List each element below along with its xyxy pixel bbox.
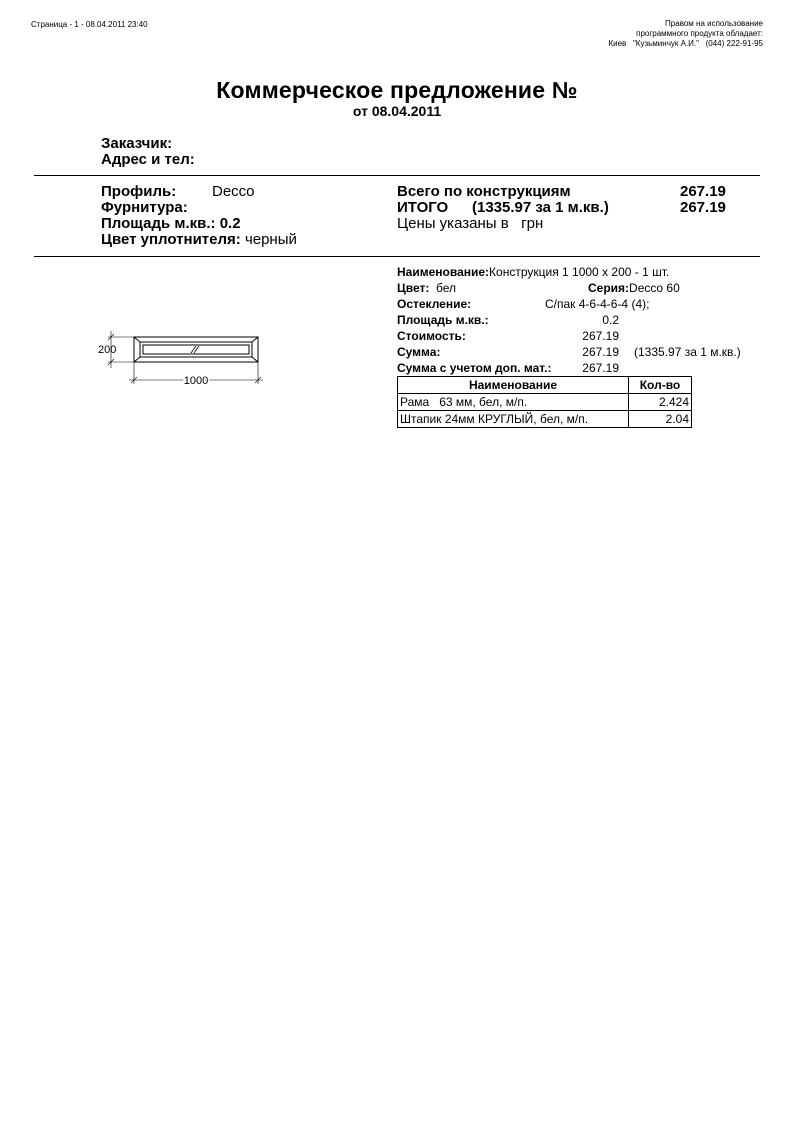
construction-name-value: Конструкция 1 1000 x 200 - 1 шт. bbox=[489, 265, 670, 279]
cost-label: Стоимость: bbox=[397, 329, 466, 343]
license-info bbox=[463, 19, 763, 49]
spec-col-name: Наименование bbox=[398, 377, 629, 394]
cost-value: 267.19 bbox=[582, 329, 619, 343]
spec-row-qty: 2.04 bbox=[629, 411, 692, 428]
page-header-left: Страница - 1 - 08.04.2011 23:40 bbox=[31, 20, 148, 29]
glazing-label: Остекление: bbox=[397, 297, 472, 311]
frame-outer bbox=[134, 337, 258, 362]
area-value: 0.2 bbox=[219, 215, 241, 232]
construction-drawing bbox=[96, 328, 268, 390]
sum-extra-value: 267.19 bbox=[582, 361, 619, 375]
area-label: Площадь м.кв.: bbox=[101, 215, 216, 232]
seal-label: Цвет уплотнителя: bbox=[101, 231, 241, 248]
det-area-label: Площадь м.кв.: bbox=[397, 313, 489, 327]
table-row bbox=[398, 411, 692, 428]
spec-row-name: Штапик 24мм КРУГЛЫЙ, бел, м/п. bbox=[398, 411, 629, 428]
area-summary bbox=[101, 216, 241, 232]
license-line-1: Правом на использование bbox=[665, 19, 763, 28]
seal-value: черный bbox=[244, 231, 297, 248]
height-dimension: 200 bbox=[98, 344, 117, 356]
spec-header-row bbox=[398, 377, 692, 394]
glazing-value: С/пак 4-6-4-6-4 (4); bbox=[545, 297, 650, 311]
series-row bbox=[588, 280, 680, 296]
series-value: Decco 60 bbox=[629, 281, 680, 295]
sum-per-m2: (1335.97 за 1 м.кв.) bbox=[634, 345, 741, 359]
frame-inner bbox=[140, 342, 252, 357]
sum-value: 267.19 bbox=[582, 345, 619, 359]
address-label: Адрес и тел: bbox=[101, 151, 195, 168]
sum-extra-label: Сумма с учетом доп. мат.: bbox=[397, 361, 552, 375]
license-line-2: программного продукта обладает: bbox=[636, 29, 763, 38]
construction-name-label: Наименование: bbox=[397, 265, 490, 279]
fittings-label: Фурнитура: bbox=[101, 199, 188, 216]
document-title: Коммерческое предложение № bbox=[216, 77, 578, 103]
license-line-3: Киев "Кузьминчук А.И." (044) 222-91-95 bbox=[608, 39, 763, 48]
table-row bbox=[398, 394, 692, 411]
construction-name-row bbox=[397, 264, 669, 280]
divider-top bbox=[34, 175, 760, 176]
color-value: бел bbox=[436, 281, 457, 295]
width-dimension: 1000 bbox=[183, 375, 209, 387]
profile-label: Профиль: bbox=[101, 183, 177, 200]
customer-label: Заказчик: bbox=[101, 135, 173, 152]
total-constructions-value: 267.19 bbox=[680, 183, 726, 200]
grand-total-per-m2: (1335.97 за 1 м.кв.) bbox=[472, 199, 609, 216]
series-label: Серия: bbox=[588, 281, 630, 295]
grand-total-label: ИТОГО bbox=[397, 199, 449, 216]
profile-value: Decco bbox=[212, 183, 255, 200]
seal-summary bbox=[101, 232, 297, 248]
currency-note: Цены указаны в грн bbox=[397, 215, 544, 232]
sum-label: Сумма: bbox=[397, 345, 441, 359]
spec-row-qty: 2.424 bbox=[629, 394, 692, 411]
spec-col-qty: Кол-во bbox=[629, 377, 692, 394]
document-date: от 08.04.2011 bbox=[352, 103, 442, 119]
divider-bottom bbox=[34, 256, 760, 257]
total-constructions-label: Всего по конструкциям bbox=[397, 183, 571, 200]
det-area-value: 0.2 bbox=[602, 313, 619, 327]
color-row bbox=[397, 280, 456, 296]
grand-total-value: 267.19 bbox=[680, 199, 726, 216]
spec-row-name: Рама 63 мм, бел, м/п. bbox=[398, 394, 629, 411]
spec-table bbox=[397, 376, 692, 428]
color-label: Цвет: bbox=[397, 281, 430, 295]
